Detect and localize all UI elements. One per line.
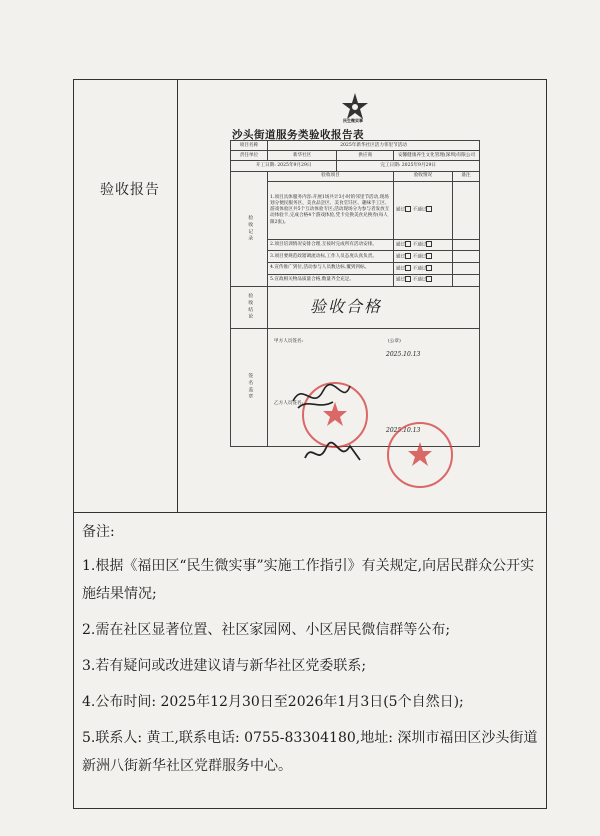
fail-label: 不通过 bbox=[412, 242, 427, 248]
project-name-value: 2025年新华社区活力邻里节活动 bbox=[268, 141, 480, 151]
acceptance-report-label: 验收报告 bbox=[100, 182, 160, 198]
project-name-label: 项目名称 bbox=[231, 141, 268, 151]
item-3-result bbox=[394, 251, 453, 263]
item-4-text: 4.宣传推广到位,活动参与人员数达标,覆到到标。 bbox=[268, 263, 394, 275]
conclusion-section-label: 验收结论 bbox=[231, 286, 268, 328]
fail-label: 不通过 bbox=[412, 254, 427, 260]
item-3-note bbox=[453, 251, 480, 263]
col-result-header: 验收情况 bbox=[394, 171, 453, 181]
start-date-label: 开工日期: bbox=[255, 162, 276, 168]
item-1-result bbox=[394, 181, 453, 239]
item-1-note bbox=[453, 181, 480, 239]
note-item-1: 1.根据《福田区“民生微实事”实施工作指引》有关规定,向居民群众公开实施结果情况; bbox=[82, 558, 535, 602]
party-b-signature-icon bbox=[300, 438, 370, 468]
item-1-text: 1.项目具体服务内容:开展1场共计3小时的邻里节活动,现场划分便民服务区、美食品尝区、美食烹饪区、趣味手工区、游戏体验区共5个互动体验专区;活动现场分为参与者发放互动体验卡,完成合格4个游戏体验,凭卡兑换美食兑换券(每人限2张)。 bbox=[268, 181, 394, 239]
pass-checkbox bbox=[405, 276, 411, 282]
notes-heading: 备注: bbox=[82, 524, 115, 540]
item-4-note bbox=[453, 263, 480, 275]
note-item-4: 4.公布时间: 2025年12月30日至2026年1月3日(5个自然日); bbox=[82, 694, 464, 710]
col-item-header: 验收项目 bbox=[268, 171, 394, 181]
left-label-cell bbox=[74, 80, 178, 512]
party-a-date: 2025.10.13 bbox=[386, 350, 421, 358]
fail-label: 不通过 bbox=[412, 266, 427, 272]
pass-label: 通过 bbox=[396, 242, 406, 248]
party-b-label: 乙方人员签名: bbox=[274, 400, 304, 406]
col-note-header: 备注 bbox=[453, 171, 480, 181]
item-3-text: 3.项目要规范政辖调流动标,工作人员态度认真负责。 bbox=[268, 251, 394, 263]
sign-section-label: 签名盖章 bbox=[231, 328, 268, 446]
fail-checkbox bbox=[426, 265, 432, 271]
party-a-label: 甲方人员签名: bbox=[274, 338, 304, 344]
frame-divider bbox=[74, 512, 546, 513]
item-4-result bbox=[394, 263, 453, 275]
pass-checkbox bbox=[405, 253, 411, 259]
pass-label: 通过 bbox=[396, 266, 406, 272]
item-2-result bbox=[394, 239, 453, 251]
end-date-value: 2025年9月29日 bbox=[401, 162, 436, 168]
fail-checkbox bbox=[426, 276, 432, 282]
notes-section bbox=[82, 518, 542, 780]
end-date-cell bbox=[337, 161, 480, 171]
pass-label: 通过 bbox=[396, 207, 406, 213]
item-5-result bbox=[394, 274, 453, 286]
owner-label: 责任单位 bbox=[231, 151, 268, 161]
note-item-2: 2.需在社区显著位置、社区家园网、小区居民微信群等公布; bbox=[82, 622, 451, 638]
item-5-text: 5.宣政相关物品质量合格,数量齐全充足。 bbox=[268, 274, 394, 286]
note-item-3: 3.若有疑问或改进建议请与新华社区党委联系; bbox=[82, 658, 367, 674]
company-seal-icon bbox=[385, 420, 455, 490]
party-a-signature-icon bbox=[288, 376, 368, 416]
start-date-cell bbox=[231, 161, 337, 171]
emblem-caption: 民生微实事 bbox=[343, 118, 363, 123]
note-item-5: 5.联系人: 黄工,联系电话: 0755-83304180,地址: 深圳市福田区沙头街道新洲八街新华社区党群服务中心。 bbox=[82, 730, 538, 774]
party-a-seal-note: (公章) bbox=[388, 338, 401, 344]
supplier-label: 供应商 bbox=[337, 151, 394, 161]
item-2-text: 2.项目培训情况安排合理,互按时完成所有活动安排。 bbox=[268, 239, 394, 251]
conclusion-cell bbox=[268, 286, 480, 328]
supplier-value: 安馨健康养生文化管理(深圳)有限公司 bbox=[394, 151, 480, 161]
record-section-label: 验收记录 bbox=[231, 171, 268, 286]
fail-checkbox bbox=[426, 241, 432, 247]
pass-checkbox bbox=[405, 206, 411, 212]
pass-checkbox bbox=[405, 241, 411, 247]
pass-label: 通过 bbox=[396, 254, 406, 260]
fail-checkbox bbox=[426, 253, 432, 259]
pass-label: 通过 bbox=[396, 277, 406, 283]
pass-checkbox bbox=[405, 265, 411, 271]
fail-checkbox bbox=[426, 206, 432, 212]
handwritten-conclusion: 验收合格 bbox=[310, 297, 383, 317]
fail-label: 不通过 bbox=[412, 277, 427, 283]
owner-value: 新华社区 bbox=[268, 151, 337, 161]
fail-label: 不通过 bbox=[412, 207, 427, 213]
end-date-label: 完工日期: bbox=[380, 162, 401, 168]
item-2-note bbox=[453, 239, 480, 251]
party-b-date: 2025.10.13 bbox=[386, 426, 421, 434]
start-date-value: 2025年9月29日 bbox=[277, 162, 312, 168]
report-title: 沙头街道服务类验收报告表 bbox=[232, 129, 364, 141]
item-5-note bbox=[453, 274, 480, 286]
